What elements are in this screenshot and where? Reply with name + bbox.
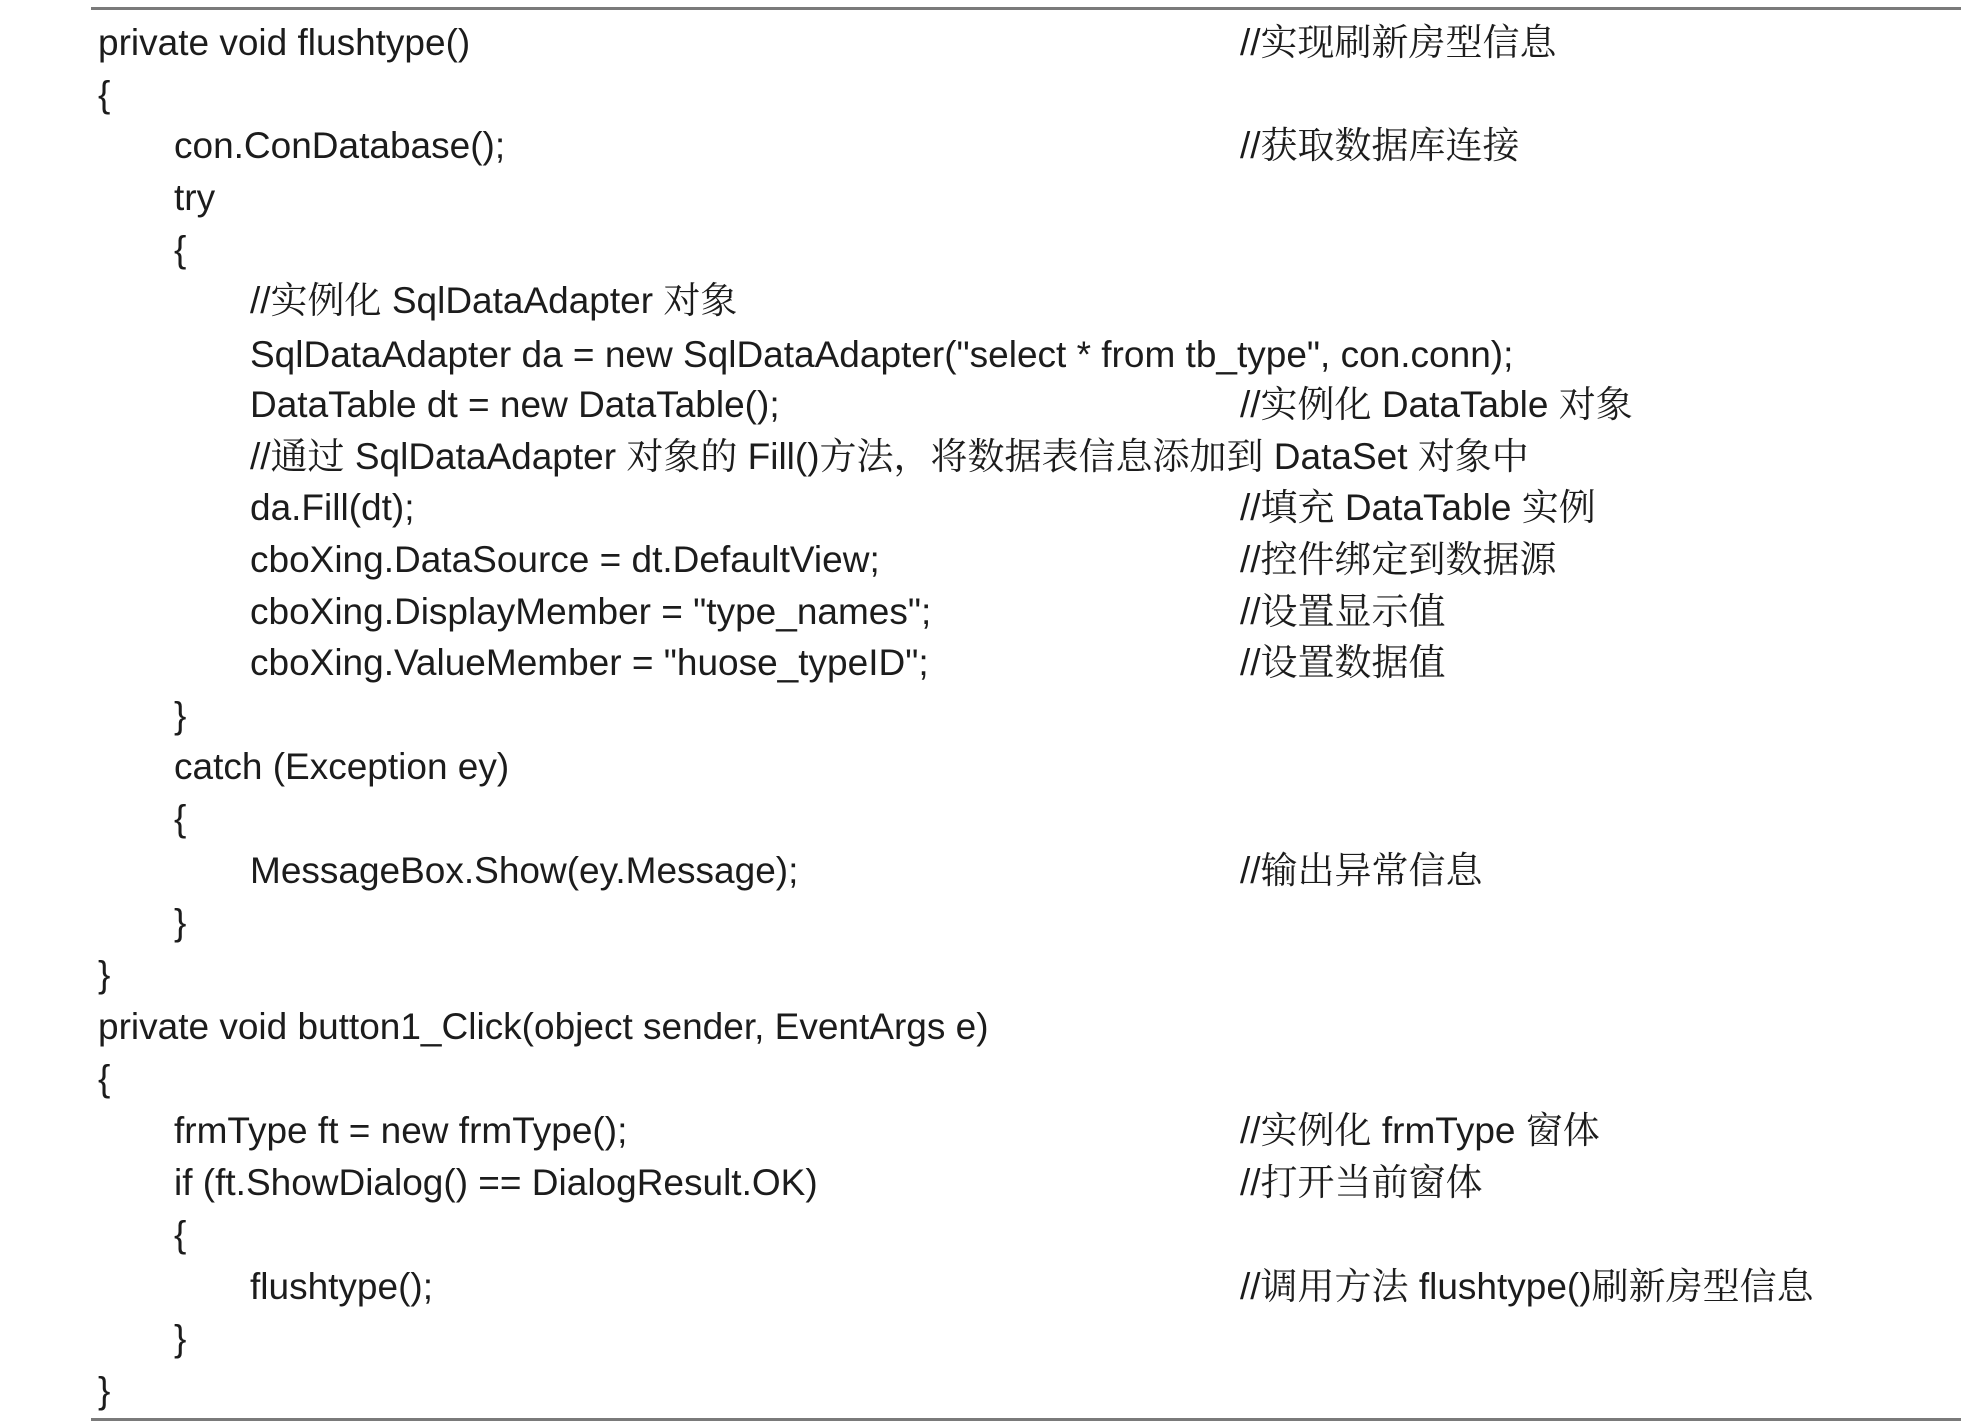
- code-text: {: [174, 229, 187, 270]
- code-text: flushtype();: [250, 1266, 434, 1307]
- code-line: [0, 1315, 1978, 1363]
- code-line: [0, 331, 1978, 379]
- code-comment: //打开当前窗体: [1240, 1162, 1483, 1203]
- code-line: [0, 1211, 1978, 1259]
- code-text: //通过 SqlDataAdapter 对象的 Fill()方法，将数据表信息添加到 DataSet 对象中: [250, 436, 1529, 477]
- code-line: [0, 588, 1978, 636]
- code-line: [0, 1159, 1978, 1207]
- code-line: [0, 174, 1978, 222]
- code-text: if (ft.ShowDialog() == DialogResult.OK): [174, 1162, 818, 1203]
- code-text: cboXing.DataSource = dt.DefaultView;: [250, 539, 880, 580]
- code-line: [0, 536, 1978, 584]
- code-line: [0, 19, 1978, 67]
- code-line: [0, 1367, 1978, 1415]
- code-comment: //调用方法 flushtype()刷新房型信息: [1240, 1266, 1814, 1307]
- code-line: [0, 951, 1978, 999]
- code-text: }: [98, 954, 111, 995]
- code-line: [0, 639, 1978, 687]
- code-line: [0, 692, 1978, 740]
- code-comment: //获取数据库连接: [1240, 125, 1520, 166]
- code-text: {: [174, 798, 187, 839]
- code-text: MessageBox.Show(ey.Message);: [250, 850, 799, 891]
- code-line: [0, 484, 1978, 532]
- code-text: da.Fill(dt);: [250, 487, 415, 528]
- code-line: [0, 1055, 1978, 1103]
- code-text: SqlDataAdapter da = new SqlDataAdapter("select * from tb_type", con.conn);: [250, 334, 1514, 375]
- code-text: }: [174, 695, 187, 736]
- code-comment: //填充 DataTable 实例: [1240, 487, 1596, 528]
- code-comment: //控件绑定到数据源: [1240, 539, 1557, 580]
- code-text: cboXing.ValueMember = "huose_typeID";: [250, 642, 929, 683]
- code-text: }: [174, 902, 187, 943]
- code-text: {: [98, 1058, 111, 1099]
- code-text: frmType ft = new frmType();: [174, 1110, 628, 1151]
- code-line: [0, 277, 1978, 325]
- code-line: [0, 1263, 1978, 1311]
- code-text: }: [174, 1318, 187, 1359]
- code-text: DataTable dt = new DataTable();: [250, 384, 780, 425]
- code-text: cboXing.DisplayMember = "type_names";: [250, 591, 932, 632]
- code-text: {: [98, 74, 111, 115]
- code-line: [0, 1107, 1978, 1155]
- code-comment: //实例化 frmType 窗体: [1240, 1110, 1600, 1151]
- code-line: [0, 226, 1978, 274]
- code-comment: //实现刷新房型信息: [1240, 22, 1557, 63]
- code-line: [0, 847, 1978, 895]
- code-line: [0, 381, 1978, 429]
- bottom-rule: [91, 1418, 1961, 1421]
- code-comment: //设置显示值: [1240, 591, 1446, 632]
- code-line: [0, 1003, 1978, 1051]
- code-text: catch (Exception ey): [174, 746, 510, 787]
- code-line: [0, 433, 1978, 481]
- code-text: con.ConDatabase();: [174, 125, 506, 166]
- code-text: //实例化 SqlDataAdapter 对象: [250, 280, 738, 321]
- code-comment: //实例化 DataTable 对象: [1240, 384, 1633, 425]
- code-comment: //输出异常信息: [1240, 850, 1483, 891]
- code-line: [0, 122, 1978, 170]
- code-line: [0, 743, 1978, 791]
- code-text: private void flushtype(): [98, 22, 471, 63]
- code-line: [0, 899, 1978, 947]
- code-line: [0, 71, 1978, 119]
- code-text: private void button1_Click(object sender, EventArgs e): [98, 1006, 989, 1047]
- code-text: {: [174, 1214, 187, 1255]
- code-text: try: [174, 177, 216, 218]
- code-line: [0, 795, 1978, 843]
- code-text: }: [98, 1370, 111, 1411]
- code-comment: //设置数据值: [1240, 642, 1446, 683]
